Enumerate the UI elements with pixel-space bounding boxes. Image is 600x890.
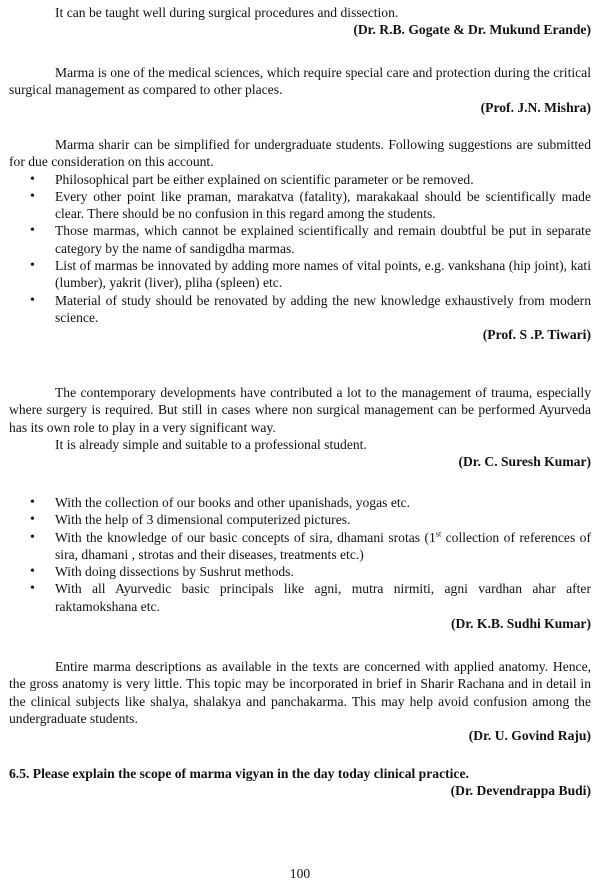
question-section	[9, 765, 591, 800]
list-item: • Material of study should be renovated by adding the new knowledge exhaustively from modern science.	[9, 292, 591, 327]
author-govind-raju: (Dr. U. Govind Raju)	[468, 728, 591, 744]
list-item: • With the collection of our books and other upanishads, yogas etc.	[9, 494, 591, 511]
list-item: • Every other point like praman, marakatva (fatality), marakakaal should be scientifically made clear. There should be no confusion in this regard among the students.	[9, 188, 591, 223]
response-text: It can be taught well during surgical procedures and dissection.	[55, 5, 399, 20]
author-suresh-kumar: (Dr. C. Suresh Kumar)	[458, 454, 591, 470]
method-list	[9, 494, 591, 615]
author-tiwari: (Prof. S .P. Tiwari)	[482, 327, 591, 343]
response-text-2: It is already simple and suitable to a professional student.	[55, 436, 367, 452]
response-suresh-kumar	[9, 384, 591, 470]
suggestion-list	[9, 171, 591, 327]
response-tiwari	[9, 136, 591, 344]
author-sudhi-kumar: (Dr. K.B. Sudhi Kumar)	[451, 616, 591, 632]
page-number: 100	[289, 866, 311, 881]
list-item: • With doing dissections by Sushrut methods.	[9, 563, 591, 580]
list-item: • Those marmas, which cannot be explained scientifically and remain doubtful be put in separate category by the name of sandigdha marmas.	[9, 222, 591, 257]
list-item: • List of marmas be innovated by adding more names of vital points, e.g. vankshana (hip joint), kati (lumber), yakrit (liver), pliha (spleen) etc.	[9, 257, 591, 292]
list-item: • With all Ayurvedic basic principals like agni, mutra nirmiti, agni vardhan ahar after raktamokshana etc.	[9, 580, 591, 615]
list-item	[9, 529, 591, 564]
list-item-text-tail: collection of references of sira, dhamani , strotas and their diseases, treatments etc.)	[55, 529, 591, 562]
list-item: • Philosophical part be either explained on scientific parameter or be removed.	[9, 171, 591, 188]
author-devendrappa-budi: (Dr. Devendrappa Budi)	[450, 783, 591, 799]
list-item: • With the help of 3 dimensional computerized pictures.	[9, 511, 591, 528]
response-text: Entire marma descriptions as available in the texts are concerned with applied anatomy. Hence, the gross anatomy is very little. This topic may be incorporated in brief in Sharir Rachana and in detail in the clinical subjects like shalya, shalakya and panchakarma. This may help avoid confusion among the undergraduate students.	[9, 659, 591, 726]
author-mishra: (Prof. J.N. Mishra)	[480, 99, 591, 115]
superscript: st	[435, 529, 442, 539]
list-item-text: With the knowledge of our basic concepts of sira, dhamani srotas (1	[55, 529, 436, 545]
response-text: The contemporary developments have contributed a lot to the management of trauma, especially where surgery is required. But still in cases where non surgical management can be performed Ayurveda has its own role to play in a very significant way.	[9, 385, 591, 435]
response-intro: Marma sharir can be simplified for undergraduate students. Following suggestions are submitted for due consideration on this account.	[9, 137, 591, 170]
response-sudhi-kumar	[9, 494, 591, 632]
author-gogate-erande: (Dr. R.B. Gogate & Dr. Mukund Erande)	[353, 22, 591, 38]
response-text: Marma is one of the medical sciences, which require special care and protection during the critical surgical management as compared to other places.	[9, 65, 591, 98]
response-govind-raju	[9, 658, 591, 744]
response-mishra	[9, 64, 591, 116]
response-gogate	[9, 4, 591, 39]
question-heading: 6.5. Please explain the scope of marma vigyan in the day today clinical practice.	[9, 766, 469, 781]
